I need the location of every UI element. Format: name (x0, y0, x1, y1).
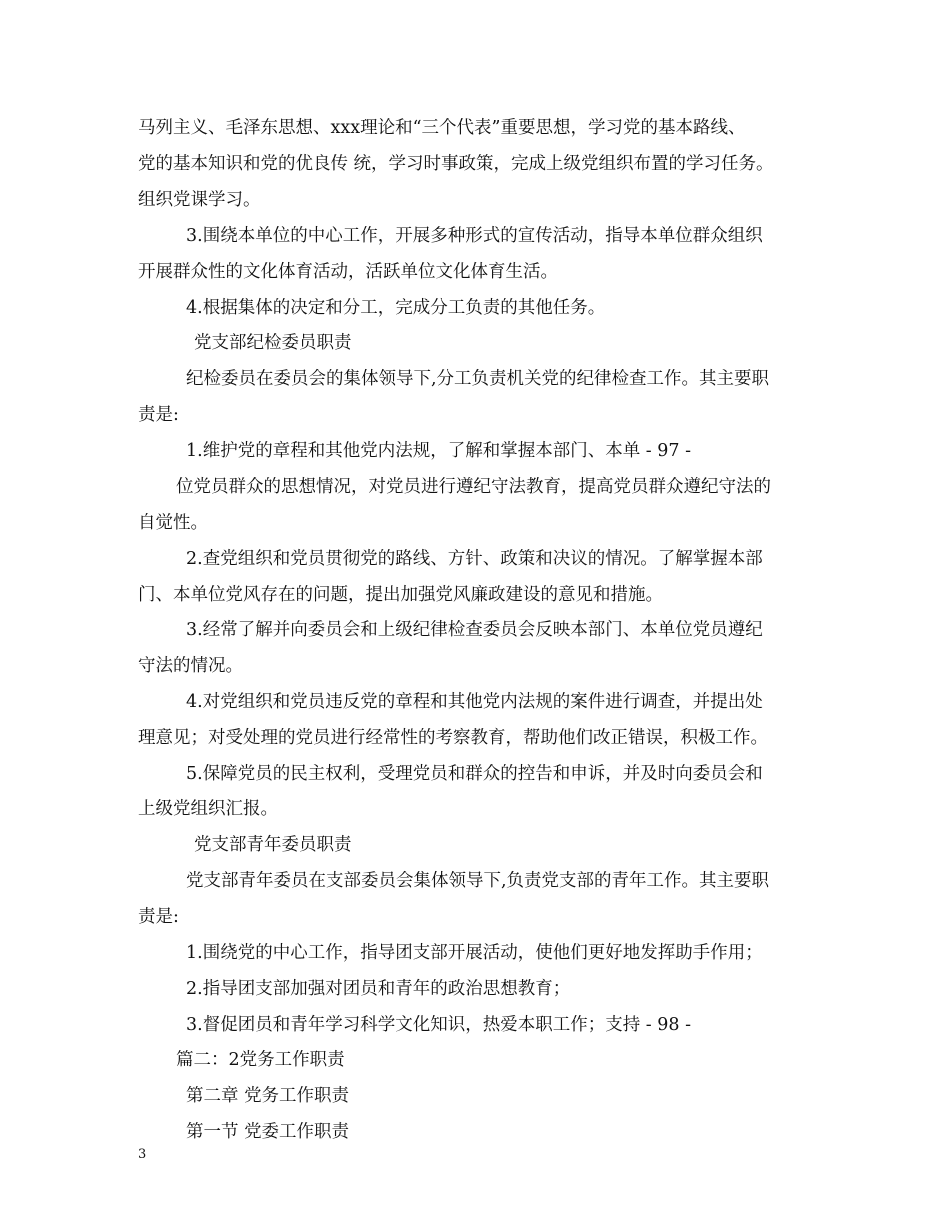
text-line-6: 4.根据集体的决定和分工，完成分工负责的其他任务。 (186, 298, 606, 318)
text-line-4: 3.围绕本单位的中心工作，开展多种形式的宣传活动，指导本单位群众组织 (186, 226, 763, 246)
text-line-18: 理意见；对受处理的党员进行经常性的考察教育，帮助他们改正错误，积极工作。 (138, 728, 768, 748)
section-heading-youth: 党支部青年委员职责 (194, 835, 352, 855)
text-line-9: 责是: (138, 405, 179, 425)
text-line-26: 3.督促团员和青年学习科学文化知识，热爱本职工作；支持 - 98 - (186, 1015, 691, 1035)
text-line-15: 3.经常了解并向委员会和上级纪律检查委员会反映本部门、本单位党员遵纪 (186, 620, 763, 640)
section-heading-committee: 第一节 党委工作职责 (186, 1122, 350, 1142)
text-line-19: 5.保障党员的民主权利，受理党员和群众的控告和申诉，并及时向委员会和 (186, 764, 763, 784)
text-line-25: 2.指导团支部加强对团员和青年的政治思想教育； (186, 979, 571, 999)
text-line-10: 1.维护党的章程和其他党内法规，了解和掌握本部门、本单 - 97 - (186, 441, 691, 461)
text-line-22: 党支部青年委员在支部委员会集体领导下,负责党支部的青年工作。其主要职 (186, 871, 770, 891)
section-heading-discipline: 党支部纪检委员职责 (194, 333, 352, 353)
text-line-27: 篇二：2党务工作职责 (176, 1050, 345, 1070)
text-line-14: 门、本单位党风存在的问题，提出加强党风廉政建设的意见和措施。 (138, 585, 663, 605)
text-line-20: 上级党组织汇报。 (138, 799, 278, 819)
text-line-11: 位党员群众的思想情况，对党员进行遵纪守法教育，提高党员群众遵纪守法的 (176, 477, 771, 497)
text-line-23: 责是: (138, 907, 179, 927)
text-line-17: 4.对党组织和党员违反党的章程和其他党内法规的案件进行调查，并提出处 (186, 692, 763, 712)
text-line-5: 开展群众性的文化体育活动，活跃单位文化体育生活。 (138, 262, 558, 282)
text-line-3: 组织党课学习。 (138, 190, 261, 210)
text-line-8: 纪检委员在委员会的集体领导下,分工负责机关党的纪律检查工作。其主要职 (186, 369, 770, 389)
text-line-13: 2.查党组织和党员贯彻党的路线、方针、政策和决议的情况。了解掌握本部 (186, 549, 763, 569)
text-line-24: 1.围绕党的中心工作，指导团支部开展活动，使他们更好地发挥助手作用； (186, 943, 763, 963)
text-line-2: 党的基本知识和党的优良传 统，学习时事政策，完成上级党组织布置的学习任务。 (138, 154, 774, 174)
text-line-16: 守法的情况。 (138, 656, 243, 676)
text-line-1: 马列主义、毛泽东思想、xxx理论和“三个代表”重要思想，学习党的基本路线、 (138, 118, 746, 138)
page-number: 3 (138, 1147, 147, 1162)
text-line-12: 自觉性。 (138, 513, 208, 533)
chapter-heading: 第二章 党务工作职责 (186, 1086, 350, 1106)
